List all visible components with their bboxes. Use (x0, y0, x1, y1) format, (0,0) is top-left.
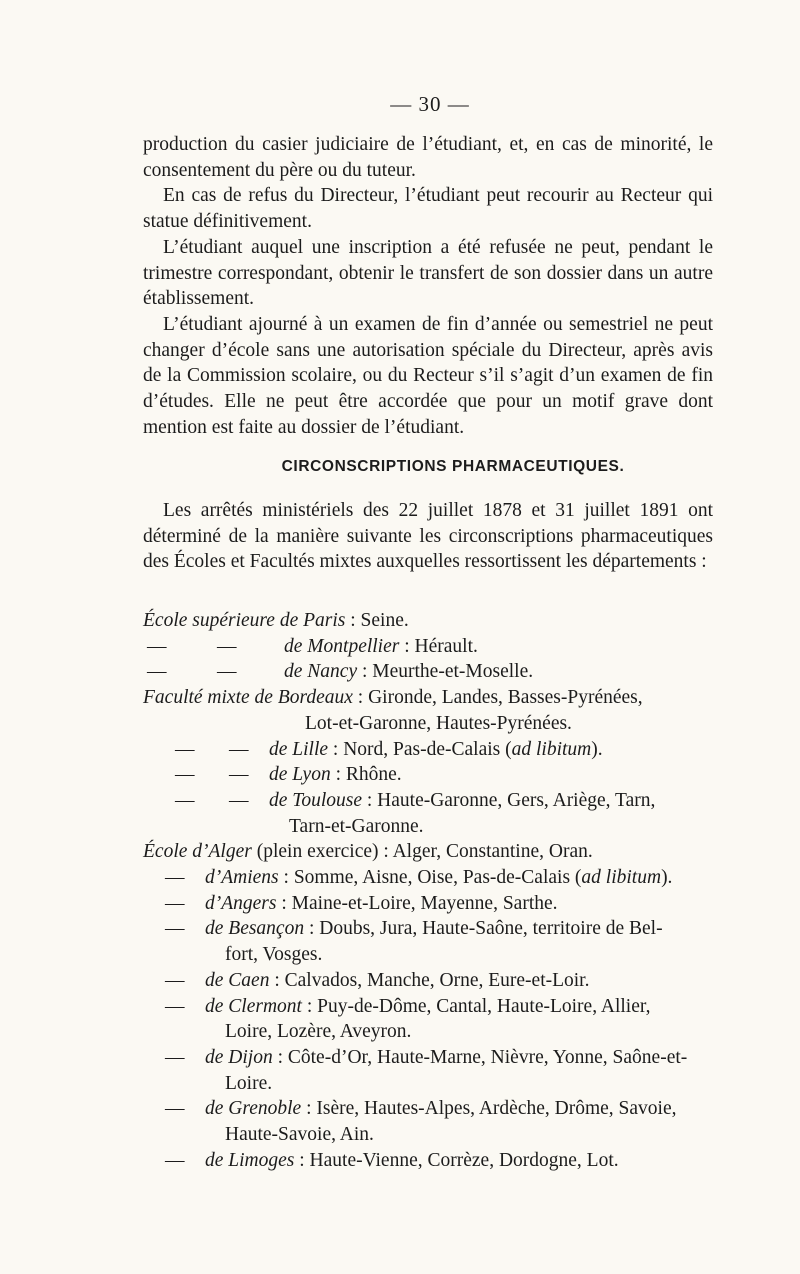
entry-departments: Doubs, Jura, Haute-Saône, territoire de Bel- (319, 918, 663, 940)
entry-departments: Puy-de-Dôme, Cantal, Haute-Loire, Allier, (317, 995, 651, 1017)
entry-departments: Somme, Aisne, Oise, Pas-de-Calais ( (293, 867, 582, 889)
entry-place: de Limoges (205, 1149, 295, 1171)
list-item (143, 1045, 723, 1071)
ditto-dash: — (165, 969, 185, 991)
list-item-continuation: Lot-et-Garonne, Hautes-Pyrénées. (305, 712, 572, 734)
list-item (143, 994, 723, 1020)
ditto-dash: — (217, 661, 237, 683)
list-item-continuation: Haute-Savoie, Ain. (225, 1124, 374, 1146)
ditto-dash: — (165, 1149, 185, 1171)
entry-departments: Seine. (360, 610, 409, 631)
entry-sep: : (272, 1046, 288, 1068)
entry-place: de Nancy (284, 661, 358, 683)
entry-note: ad libitum (581, 867, 662, 889)
entry-place: d’Amiens (205, 867, 279, 889)
list-item (143, 608, 723, 634)
list-item (143, 685, 723, 711)
list-item (143, 839, 723, 865)
list-item-continuation: Loire, Lozère, Aveyron. (225, 1021, 412, 1043)
list-item (143, 916, 723, 942)
ditto-dash: — (165, 995, 185, 1017)
paragraph: production du casier judiciaire de l’étudiant, et, en cas de minorité, le consentement du père ou du tuteur. (143, 134, 713, 181)
entry-departments: Hérault. (414, 635, 478, 657)
entry-lead: École supérieure de Paris (143, 610, 346, 631)
list-item-continuation: Loire. (225, 1072, 273, 1094)
entry-departments: Meurthe-et-Moselle. (372, 661, 534, 683)
ditto-dash: — (165, 867, 185, 889)
ditto-dash: — (229, 738, 249, 760)
entry-sep: : (301, 995, 318, 1017)
paragraph: En cas de refus du Directeur, l’étudiant peut recourir au Recteur qui statue définitivement. (143, 185, 713, 233)
entry-note: ad libitum (511, 738, 592, 760)
entry-place: de Clermont (205, 995, 302, 1017)
ditto-dash: — (165, 1098, 185, 1120)
ditto-dash: — (147, 661, 167, 683)
entry-end: ). (591, 738, 603, 760)
entry-end: ). (661, 867, 673, 889)
entry-sep: : (345, 610, 361, 631)
list-item-continuation: fort, Vosges. (225, 944, 323, 966)
entry-sep: : (304, 918, 320, 940)
entry-sep: : (278, 867, 294, 889)
entry-departments: Haute-Vienne, Corrèze, Dordogne, Lot. (309, 1149, 619, 1171)
entry-departments: Côte-d’Or, Haute-Marne, Nièvre, Yonne, Saône-et- (287, 1046, 688, 1068)
list-item (143, 634, 723, 660)
body-text (143, 132, 713, 440)
ditto-dash: — (165, 918, 185, 940)
ditto-dash: — (147, 635, 167, 657)
entry-place: de Lyon (269, 764, 331, 786)
entry-sep: : (294, 1149, 310, 1171)
entry-lead: Faculté mixte de Bordeaux (143, 687, 353, 709)
entry-place: d’Angers (205, 892, 277, 914)
list-item-continuation: Tarn-et-Garonne. (289, 815, 424, 837)
ditto-dash: — (165, 1046, 185, 1068)
list-item (143, 1148, 723, 1174)
section-heading: CIRCONSCRIPTIONS PHARMACEUTIQUES. (281, 458, 625, 475)
entry-place: de Besançon (205, 918, 305, 940)
paragraph: L’étudiant ajourné à un examen de fin d’année ou semestriel ne peut changer d’école sans une autorisation spéciale du Directeur, après avis de la Commission scolaire, ou du Recteur s’il s’agit d’un examen de fin d’études. Elle ne peut être accordée que pour un motif grave dont mention est faite au dossier de l’étudiant. (143, 313, 713, 438)
entry-sep: : (276, 892, 292, 914)
entry-departments: (plein exercice) : Alger, Constantine, Oran. (256, 841, 593, 863)
entry-departments: Calvados, Manche, Orne, Eure-et-Loir. (284, 969, 590, 991)
ditto-dash: — (175, 789, 195, 811)
ditto-dash: — (229, 789, 249, 811)
list-item (143, 737, 723, 763)
entry-place: de Montpellier (284, 635, 400, 657)
ditto-dash: — (217, 635, 237, 657)
entry-place: de Grenoble (205, 1098, 302, 1120)
entry-place: de Caen (205, 969, 270, 991)
page-number: — 30 — (390, 92, 470, 116)
entry-place: de Dijon (205, 1046, 273, 1068)
entry-sep: : (330, 764, 346, 786)
entry-departments: Rhône. (345, 764, 402, 786)
ditto-dash: — (175, 764, 195, 786)
entry-sep: : (362, 789, 378, 811)
entry-departments: Gironde, Landes, Basses-Pyrénées, (368, 687, 643, 709)
entry-sep: : (328, 738, 344, 760)
ditto-dash: — (175, 738, 195, 760)
entry-sep: : (357, 661, 373, 683)
entry-lead: École d’Alger (143, 841, 252, 863)
entry-sep: : (269, 969, 285, 991)
list-item (143, 1096, 723, 1122)
entry-sep: : (301, 1098, 317, 1120)
intro-paragraph: Les arrêtés ministériels des 22 juillet 1878 et 31 juillet 1891 ont déterminé de la manière suivante les circonscriptions pharmaceutiques des Écoles et Facultés mixtes auxquelles ressortissent les départements : (143, 500, 713, 573)
list-item (143, 762, 723, 788)
list-item (143, 865, 723, 891)
entry-departments: Nord, Pas-de-Calais ( (343, 738, 512, 760)
paragraph: L’étudiant auquel une inscription a été refusée ne peut, pendant le trimestre correspondant, obtenir le transfert de son dossier dans un autre établissement. (143, 236, 713, 310)
entry-place: de Toulouse (269, 789, 362, 811)
entry-departments: Haute-Garonne, Gers, Ariège, Tarn, (377, 789, 656, 811)
entry-departments: Isère, Hautes-Alpes, Ardèche, Drôme, Savoie, (316, 1098, 677, 1120)
ditto-dash: — (229, 764, 249, 786)
entry-departments: Maine-et-Loire, Mayenne, Sarthe. (291, 892, 558, 914)
list-item (143, 659, 723, 685)
entry-sep: : (399, 635, 415, 657)
list-item (143, 891, 723, 917)
entry-place: de Lille (269, 738, 329, 760)
list-item (143, 788, 723, 814)
circonscription-list (143, 608, 723, 1173)
ditto-dash: — (165, 892, 185, 914)
list-item (143, 968, 723, 994)
entry-sep: : (352, 687, 369, 709)
